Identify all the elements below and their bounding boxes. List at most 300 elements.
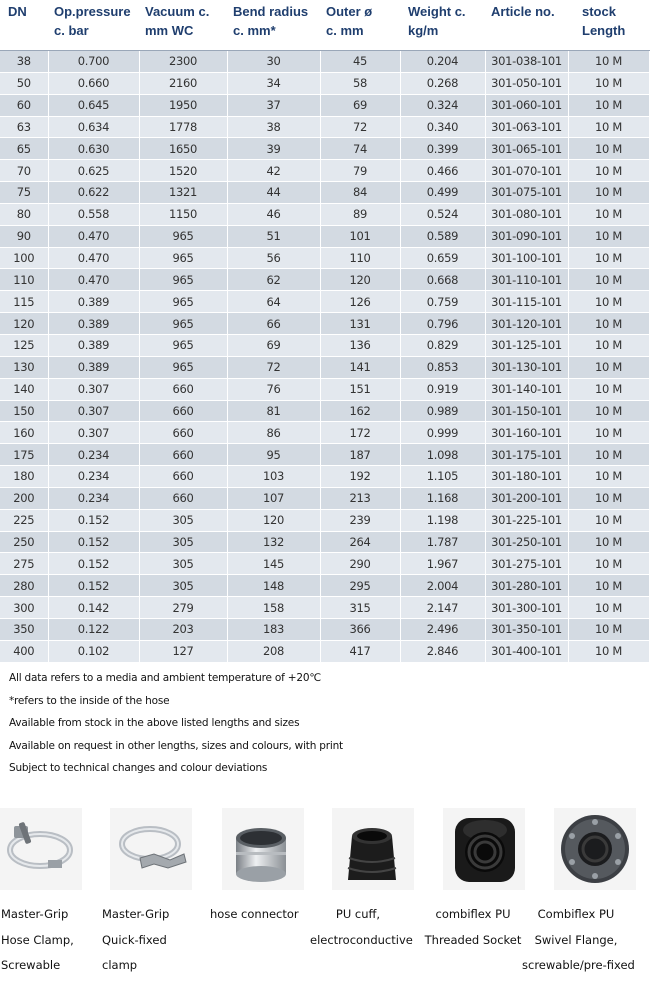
table-cell: 264 xyxy=(320,531,400,553)
table-cell: 10 M xyxy=(568,116,649,138)
column-header xyxy=(48,0,139,51)
table-cell: 45 xyxy=(320,51,400,73)
note-technical-changes: Subject to technical changes and colour deviations xyxy=(9,762,268,775)
table-cell: 110 xyxy=(0,269,48,291)
spec-table-header xyxy=(0,0,649,51)
column-header-line: c. bar xyxy=(54,23,89,38)
table-cell: 0.999 xyxy=(400,422,485,444)
table-row xyxy=(0,72,649,94)
table-cell: 301-080-101 xyxy=(485,203,568,225)
caption-line: Combiflex PU xyxy=(537,907,615,921)
table-cell: 89 xyxy=(320,203,400,225)
table-cell: 72 xyxy=(227,356,320,378)
table-cell: 0.558 xyxy=(48,203,139,225)
table-cell: 107 xyxy=(227,487,320,509)
table-cell: 95 xyxy=(227,444,320,466)
table-cell: 301-180-101 xyxy=(485,466,568,488)
caption-line: screwable/pre-fixed xyxy=(522,958,635,972)
table-cell: 1.168 xyxy=(400,487,485,509)
table-cell: 145 xyxy=(227,553,320,575)
table-cell: 1.787 xyxy=(400,531,485,553)
table-cell: 136 xyxy=(320,334,400,356)
table-cell: 63 xyxy=(0,116,48,138)
table-cell: 10 M xyxy=(568,378,649,400)
table-cell: 2.846 xyxy=(400,640,485,662)
table-cell: 305 xyxy=(139,553,227,575)
table-row xyxy=(0,422,649,444)
table-row xyxy=(0,247,649,269)
notes-section xyxy=(9,670,609,783)
table-cell: 0.307 xyxy=(48,422,139,444)
table-cell: 2.004 xyxy=(400,575,485,597)
table-cell: 10 M xyxy=(568,553,649,575)
table-cell: 10 M xyxy=(568,422,649,444)
table-row xyxy=(0,182,649,204)
table-cell: 158 xyxy=(227,597,320,619)
table-cell: 2.496 xyxy=(400,618,485,640)
column-header xyxy=(320,0,400,51)
table-cell: 127 xyxy=(139,640,227,662)
table-cell: 0.152 xyxy=(48,553,139,575)
table-row xyxy=(0,640,649,662)
table-row xyxy=(0,94,649,116)
table-row xyxy=(0,378,649,400)
table-cell: 301-063-101 xyxy=(485,116,568,138)
table-cell: 0.470 xyxy=(48,247,139,269)
column-header-line: Op.pressure xyxy=(54,4,131,19)
table-cell: 301-110-101 xyxy=(485,269,568,291)
table-cell: 10 M xyxy=(568,247,649,269)
table-cell: 2.147 xyxy=(400,597,485,619)
column-header-line: c. mm* xyxy=(233,23,276,38)
table-cell: 120 xyxy=(0,313,48,335)
table-cell: 10 M xyxy=(568,291,649,313)
table-cell: 10 M xyxy=(568,51,649,73)
table-cell: 301-120-101 xyxy=(485,313,568,335)
table-cell: 10 M xyxy=(568,509,649,531)
table-row xyxy=(0,553,649,575)
table-cell: 0.634 xyxy=(48,116,139,138)
hose-connector-icon xyxy=(222,808,304,890)
table-cell: 10 M xyxy=(568,225,649,247)
caption-line: Quick-fixed xyxy=(102,932,167,947)
table-cell: 10 M xyxy=(568,203,649,225)
table-cell: 65 xyxy=(0,138,48,160)
table-cell: 1150 xyxy=(139,203,227,225)
table-cell: 100 xyxy=(0,247,48,269)
table-cell: 131 xyxy=(320,313,400,335)
table-cell: 0.470 xyxy=(48,269,139,291)
table-cell: 0.589 xyxy=(400,225,485,247)
table-cell: 366 xyxy=(320,618,400,640)
table-cell: 203 xyxy=(139,618,227,640)
table-row xyxy=(0,575,649,597)
table-cell: 660 xyxy=(139,378,227,400)
table-cell: 0.102 xyxy=(48,640,139,662)
table-cell: 76 xyxy=(227,378,320,400)
table-cell: 0.234 xyxy=(48,444,139,466)
table-row xyxy=(0,203,649,225)
table-cell: 301-160-101 xyxy=(485,422,568,444)
table-cell: 660 xyxy=(139,487,227,509)
table-cell: 301-280-101 xyxy=(485,575,568,597)
table-cell: 120 xyxy=(227,509,320,531)
table-cell: 151 xyxy=(320,378,400,400)
table-cell: 965 xyxy=(139,291,227,313)
table-cell: 0.234 xyxy=(48,487,139,509)
table-cell: 0.625 xyxy=(48,160,139,182)
swivel-flange-icon xyxy=(554,808,636,890)
table-cell: 0.919 xyxy=(400,378,485,400)
column-header-line: mm WC xyxy=(145,23,194,38)
table-cell: 10 M xyxy=(568,269,649,291)
table-cell: 2300 xyxy=(139,51,227,73)
table-cell: 103 xyxy=(227,466,320,488)
table-cell: 301-075-101 xyxy=(485,182,568,204)
table-cell: 175 xyxy=(0,444,48,466)
table-cell: 162 xyxy=(320,400,400,422)
note-inside-hose: *refers to the inside of the hose xyxy=(9,694,170,707)
table-row xyxy=(0,356,649,378)
table-cell: 350 xyxy=(0,618,48,640)
table-row xyxy=(0,116,649,138)
table-cell: 660 xyxy=(139,444,227,466)
table-cell: 39 xyxy=(227,138,320,160)
table-cell: 10 M xyxy=(568,575,649,597)
table-row xyxy=(0,400,649,422)
caption-quick-clamp xyxy=(102,902,169,979)
table-cell: 1950 xyxy=(139,94,227,116)
table-cell: 51 xyxy=(227,225,320,247)
table-cell: 0.307 xyxy=(48,400,139,422)
table-cell: 1.098 xyxy=(400,444,485,466)
table-cell: 80 xyxy=(0,203,48,225)
table-cell: 208 xyxy=(227,640,320,662)
table-cell: 0.142 xyxy=(48,597,139,619)
table-row xyxy=(0,618,649,640)
table-cell: 301-090-101 xyxy=(485,225,568,247)
column-header-line: DN xyxy=(8,4,27,19)
table-cell: 38 xyxy=(227,116,320,138)
threaded-socket-icon xyxy=(443,808,525,890)
table-cell: 90 xyxy=(0,225,48,247)
column-header-line: Bend radius xyxy=(233,4,309,19)
table-cell: 301-060-101 xyxy=(485,94,568,116)
column-header-line: c. mm xyxy=(326,23,364,38)
table-cell: 1.198 xyxy=(400,509,485,531)
table-cell: 58 xyxy=(320,72,400,94)
pu-cuff-icon xyxy=(332,808,414,890)
table-cell: 315 xyxy=(320,597,400,619)
column-header-line: Outer ø xyxy=(326,4,373,19)
table-cell: 965 xyxy=(139,269,227,291)
table-cell: 0.659 xyxy=(400,247,485,269)
table-row xyxy=(0,313,649,335)
table-cell: 0.389 xyxy=(48,313,139,335)
table-cell: 301-070-101 xyxy=(485,160,568,182)
table-cell: 2160 xyxy=(139,72,227,94)
table-cell: 38 xyxy=(0,51,48,73)
table-cell: 0.234 xyxy=(48,466,139,488)
table-cell: 10 M xyxy=(568,72,649,94)
table-cell: 74 xyxy=(320,138,400,160)
table-cell: 10 M xyxy=(568,160,649,182)
table-cell: 132 xyxy=(227,531,320,553)
caption-line: clamp xyxy=(102,958,138,972)
caption-hose-connector xyxy=(210,902,299,928)
table-cell: 0.796 xyxy=(400,313,485,335)
table-cell: 0.324 xyxy=(400,94,485,116)
table-cell: 0.989 xyxy=(400,400,485,422)
table-cell: 0.389 xyxy=(48,291,139,313)
table-cell: 140 xyxy=(0,378,48,400)
table-cell: 239 xyxy=(320,509,400,531)
table-cell: 1650 xyxy=(139,138,227,160)
table-cell: 141 xyxy=(320,356,400,378)
table-cell: 0.340 xyxy=(400,116,485,138)
table-cell: 301-275-101 xyxy=(485,553,568,575)
table-cell: 1321 xyxy=(139,182,227,204)
table-cell: 46 xyxy=(227,203,320,225)
table-cell: 301-125-101 xyxy=(485,334,568,356)
caption-line: Swivel Flange, xyxy=(534,932,618,947)
table-cell: 44 xyxy=(227,182,320,204)
table-cell: 660 xyxy=(139,422,227,444)
table-row xyxy=(0,444,649,466)
table-cell: 200 xyxy=(0,487,48,509)
table-row xyxy=(0,531,649,553)
column-header-line: stock xyxy=(582,4,616,19)
table-cell: 0.524 xyxy=(400,203,485,225)
caption-line: combiflex PU xyxy=(435,907,511,921)
column-header-line: Length xyxy=(582,23,626,38)
table-cell: 0.152 xyxy=(48,531,139,553)
table-cell: 279 xyxy=(139,597,227,619)
table-cell: 295 xyxy=(320,575,400,597)
table-cell: 301-150-101 xyxy=(485,400,568,422)
table-cell: 79 xyxy=(320,160,400,182)
table-row xyxy=(0,269,649,291)
table-cell: 1.967 xyxy=(400,553,485,575)
table-cell: 187 xyxy=(320,444,400,466)
column-header-line: Vacuum c. xyxy=(145,4,210,19)
table-cell: 86 xyxy=(227,422,320,444)
caption-line: Master-Grip xyxy=(1,907,69,921)
table-cell: 290 xyxy=(320,553,400,575)
caption-pu-cuff xyxy=(310,902,413,953)
column-header xyxy=(400,0,485,51)
table-cell: 172 xyxy=(320,422,400,444)
table-cell: 965 xyxy=(139,356,227,378)
table-cell: 1520 xyxy=(139,160,227,182)
table-cell: 301-130-101 xyxy=(485,356,568,378)
caption-line: Threaded Socket xyxy=(424,932,522,947)
note-stock-availability: Available from stock in the above listed lengths and sizes xyxy=(9,717,300,730)
table-cell: 275 xyxy=(0,553,48,575)
table-cell: 125 xyxy=(0,334,48,356)
caption-line: electroconductive xyxy=(310,932,413,947)
table-cell: 301-115-101 xyxy=(485,291,568,313)
table-cell: 0.307 xyxy=(48,378,139,400)
table-cell: 0.399 xyxy=(400,138,485,160)
caption-line: Screwable xyxy=(1,958,61,972)
table-cell: 965 xyxy=(139,247,227,269)
table-cell: 301-140-101 xyxy=(485,378,568,400)
column-header xyxy=(0,0,48,51)
table-cell: 0.268 xyxy=(400,72,485,94)
table-cell: 150 xyxy=(0,400,48,422)
table-cell: 192 xyxy=(320,466,400,488)
table-cell: 50 xyxy=(0,72,48,94)
table-cell: 10 M xyxy=(568,444,649,466)
spec-table-body xyxy=(0,51,649,663)
table-cell: 81 xyxy=(227,400,320,422)
table-cell: 0.389 xyxy=(48,356,139,378)
table-cell: 301-225-101 xyxy=(485,509,568,531)
table-cell: 0.152 xyxy=(48,575,139,597)
table-cell: 300 xyxy=(0,597,48,619)
table-cell: 301-350-101 xyxy=(485,618,568,640)
table-cell: 64 xyxy=(227,291,320,313)
table-row xyxy=(0,509,649,531)
table-cell: 10 M xyxy=(568,138,649,160)
table-cell: 301-065-101 xyxy=(485,138,568,160)
table-cell: 10 M xyxy=(568,94,649,116)
caption-hose-clamp xyxy=(1,902,74,979)
table-cell: 301-400-101 xyxy=(485,640,568,662)
table-cell: 10 M xyxy=(568,400,649,422)
table-cell: 69 xyxy=(227,334,320,356)
table-row xyxy=(0,334,649,356)
table-cell: 0.499 xyxy=(400,182,485,204)
table-cell: 1778 xyxy=(139,116,227,138)
table-cell: 70 xyxy=(0,160,48,182)
table-cell: 126 xyxy=(320,291,400,313)
table-cell: 10 M xyxy=(568,618,649,640)
table-cell: 301-250-101 xyxy=(485,531,568,553)
table-cell: 660 xyxy=(139,400,227,422)
table-cell: 183 xyxy=(227,618,320,640)
table-cell: 62 xyxy=(227,269,320,291)
table-row xyxy=(0,487,649,509)
table-cell: 130 xyxy=(0,356,48,378)
table-cell: 250 xyxy=(0,531,48,553)
table-cell: 10 M xyxy=(568,334,649,356)
table-cell: 115 xyxy=(0,291,48,313)
table-cell: 965 xyxy=(139,225,227,247)
table-cell: 30 xyxy=(227,51,320,73)
table-cell: 0.630 xyxy=(48,138,139,160)
column-header xyxy=(227,0,320,51)
caption-line: Hose Clamp, xyxy=(1,932,74,947)
table-cell: 101 xyxy=(320,225,400,247)
table-cell: 69 xyxy=(320,94,400,116)
table-cell: 1.105 xyxy=(400,466,485,488)
table-cell: 10 M xyxy=(568,466,649,488)
caption-threaded-socket xyxy=(424,902,522,953)
table-cell: 180 xyxy=(0,466,48,488)
column-header xyxy=(139,0,227,51)
table-row xyxy=(0,160,649,182)
table-cell: 0.466 xyxy=(400,160,485,182)
table-cell: 301-300-101 xyxy=(485,597,568,619)
table-cell: 965 xyxy=(139,334,227,356)
table-cell: 400 xyxy=(0,640,48,662)
table-cell: 10 M xyxy=(568,313,649,335)
table-cell: 301-175-101 xyxy=(485,444,568,466)
column-header-line: Weight c. xyxy=(408,4,466,19)
column-header xyxy=(485,0,568,51)
table-cell: 0.660 xyxy=(48,72,139,94)
table-cell: 0.700 xyxy=(48,51,139,73)
table-cell: 660 xyxy=(139,466,227,488)
table-cell: 84 xyxy=(320,182,400,204)
caption-line: PU cuff, xyxy=(335,907,381,921)
table-cell: 965 xyxy=(139,313,227,335)
table-cell: 417 xyxy=(320,640,400,662)
table-cell: 301-050-101 xyxy=(485,72,568,94)
table-cell: 10 M xyxy=(568,640,649,662)
caption-line: hose connector xyxy=(210,907,299,921)
table-cell: 301-038-101 xyxy=(485,51,568,73)
table-cell: 10 M xyxy=(568,531,649,553)
table-cell: 148 xyxy=(227,575,320,597)
table-cell: 280 xyxy=(0,575,48,597)
table-cell: 213 xyxy=(320,487,400,509)
table-cell: 305 xyxy=(139,509,227,531)
table-cell: 301-100-101 xyxy=(485,247,568,269)
table-cell: 42 xyxy=(227,160,320,182)
table-row xyxy=(0,138,649,160)
table-row xyxy=(0,291,649,313)
column-header-line: kg/m xyxy=(408,23,439,38)
table-cell: 0.668 xyxy=(400,269,485,291)
table-cell: 0.622 xyxy=(48,182,139,204)
table-cell: 60 xyxy=(0,94,48,116)
table-row xyxy=(0,597,649,619)
table-row xyxy=(0,225,649,247)
caption-line: Master-Grip xyxy=(102,907,170,921)
table-cell: 0.759 xyxy=(400,291,485,313)
table-cell: 10 M xyxy=(568,597,649,619)
note-on-request: Available on request in other lengths, sizes and colours, with print xyxy=(9,739,343,752)
column-header xyxy=(568,0,649,51)
table-cell: 0.829 xyxy=(400,334,485,356)
table-cell: 0.645 xyxy=(48,94,139,116)
hose-clamp-icon xyxy=(0,808,82,890)
table-cell: 10 M xyxy=(568,487,649,509)
caption-swivel-flange xyxy=(522,902,635,979)
table-cell: 0.389 xyxy=(48,334,139,356)
table-cell: 37 xyxy=(227,94,320,116)
table-cell: 160 xyxy=(0,422,48,444)
table-cell: 0.152 xyxy=(48,509,139,531)
table-cell: 56 xyxy=(227,247,320,269)
table-cell: 301-200-101 xyxy=(485,487,568,509)
table-cell: 120 xyxy=(320,269,400,291)
quick-clamp-icon xyxy=(110,808,192,890)
table-cell: 75 xyxy=(0,182,48,204)
table-cell: 10 M xyxy=(568,182,649,204)
table-cell: 225 xyxy=(0,509,48,531)
table-cell: 110 xyxy=(320,247,400,269)
table-cell: 10 M xyxy=(568,356,649,378)
table-cell: 0.204 xyxy=(400,51,485,73)
table-cell: 0.470 xyxy=(48,225,139,247)
note-temperature: All data refers to a media and ambient temperature of +20℃ xyxy=(9,672,321,684)
table-cell: 34 xyxy=(227,72,320,94)
table-cell: 0.122 xyxy=(48,618,139,640)
